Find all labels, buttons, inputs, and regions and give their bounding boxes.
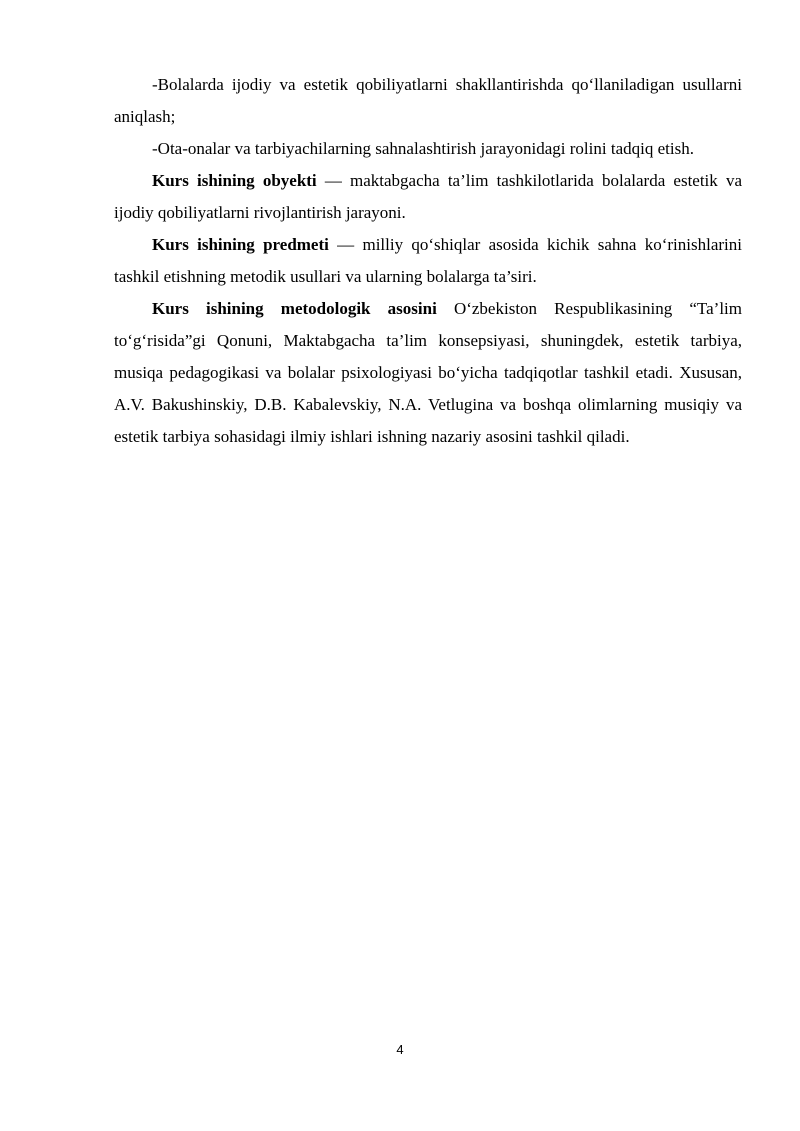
paragraph-text: -Ota-onalar va tarbiyachilarning sahnalashtirish jarayonidagi rolini tadqiq etish. — [152, 139, 694, 158]
paragraph-object — [114, 165, 742, 229]
paragraph-bold-lead: Kurs ishining predmeti — [152, 235, 329, 254]
paragraph-text: — maktabgacha ta’lim tashkilotlarida bolalarda estetik va ijodiy qobiliyatlarni rivojlantirish jarayoni. — [114, 171, 742, 222]
paragraph-text: -Bolalarda ijodiy va estetik qobiliyatlarni shakllantirishda qo‘llaniladigan usullarni aniqlash; — [114, 75, 742, 126]
paragraph-text: — milliy qo‘shiqlar asosida kichik sahna ko‘rinishlarini tashkil etishning metodik usullari va ularning bolalarga ta’siri. — [114, 235, 742, 286]
paragraph-goal-roles — [114, 133, 742, 165]
paragraph-goal-methods — [114, 69, 742, 133]
document-page — [114, 69, 742, 453]
paragraph-bold-lead: Kurs ishining obyekti — [152, 171, 317, 190]
paragraph-bold-lead: Kurs ishining metodologik asosini — [152, 299, 437, 318]
page-number: 4 — [396, 1042, 404, 1057]
paragraph-text: O‘zbekiston Respublikasining “Ta’lim to‘g‘risida”gi Qonuni, Maktabgacha ta’lim konsepsiyasi, shuningdek, estetik tarbiya, musiqa pedagogikasi va bolalar psixologiyasi bo‘yicha tadqiqotlar tashkil etadi. Xususan, A.V. Bakushinskiy, D.B. Kabalevskiy, N.A. Vetlugina va boshqa olimlarning musiqiy va estetik tarbiya sohasidagi ilmiy ishlari ishning nazariy asosini tashkil qiladi. — [114, 299, 743, 446]
paragraph-methodology — [114, 293, 742, 453]
paragraph-subject — [114, 229, 742, 293]
